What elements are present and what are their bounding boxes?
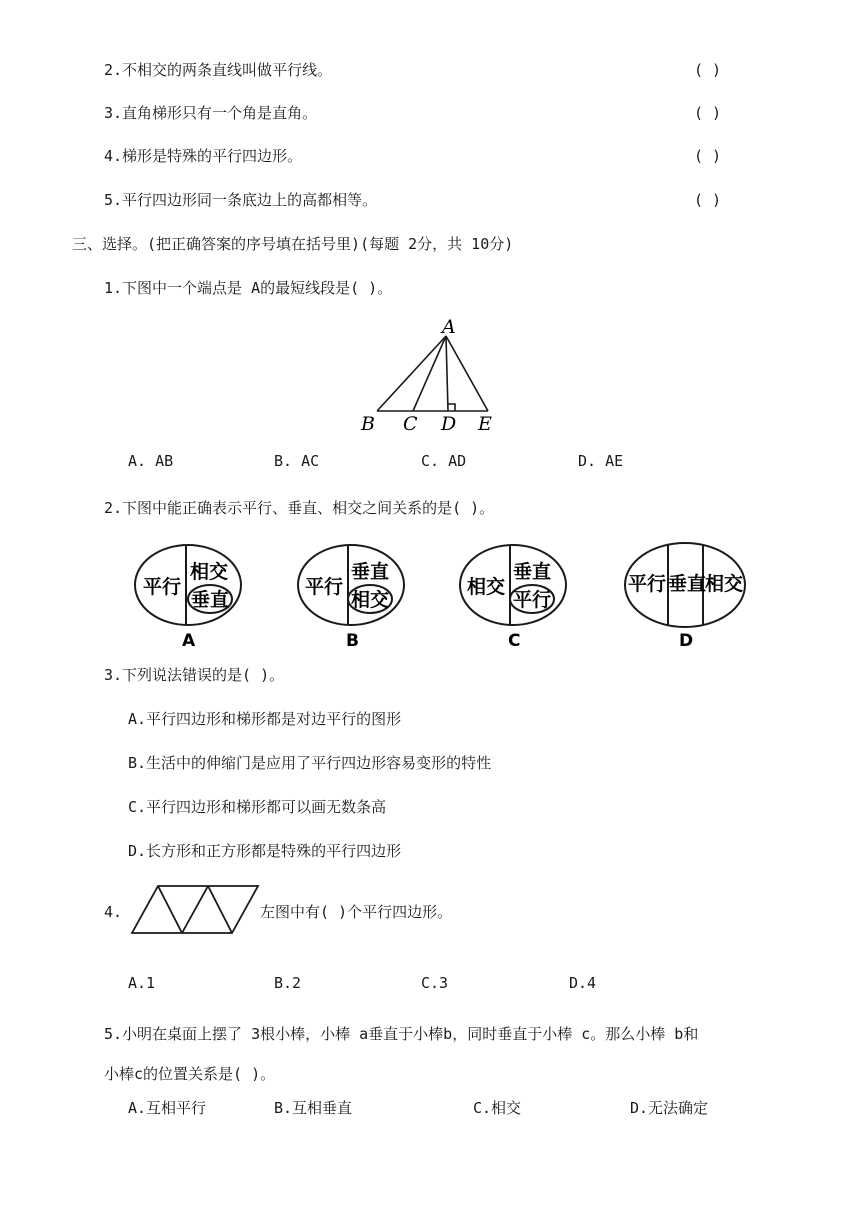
q4-option-d[interactable]: D.4	[569, 974, 597, 992]
question-1-stem: 1.下图中一个端点是 A的最短线段是( )。	[104, 279, 393, 297]
d-middle-text: 垂直	[668, 573, 707, 595]
ellipse-label-b: B	[346, 631, 359, 651]
question-4-stem: 左图中有( )个平行四边形。	[260, 903, 453, 921]
b-left-text: 平行	[305, 576, 344, 598]
a-circle-text: 垂直	[191, 589, 230, 611]
c-circle-text: 平行	[513, 589, 552, 611]
judge-item-2: 2.不相交的两条直线叫做平行线。	[104, 61, 333, 79]
a-right-top-text: 相交	[190, 561, 229, 583]
answer-paren[interactable]: ( )	[694, 191, 722, 209]
q3-option-c[interactable]: C.平行四边形和梯形都可以画无数条高	[128, 798, 387, 816]
q4-option-b[interactable]: B.2	[274, 974, 302, 992]
segment-ad	[446, 336, 448, 411]
answer-paren[interactable]: ( )	[694, 104, 722, 122]
label-b: B	[361, 413, 375, 435]
section-title: 三、选择。(把正确答案的序号填在括号里)(每题 2分，共 10分)	[72, 235, 514, 253]
c-left-text: 相交	[467, 576, 506, 598]
ellipse-label-c: C	[508, 631, 521, 651]
inner-circle-b	[348, 585, 392, 613]
question-2-stem: 2.下图中能正确表示平行、垂直、相交之间关系的是( )。	[104, 499, 495, 517]
segment-ae	[446, 336, 488, 411]
d-left-text: 平行	[628, 573, 667, 595]
judge-item-3: 3.直角梯形只有一个角是直角。	[104, 104, 318, 122]
q1-option-a[interactable]: A. AB	[128, 452, 174, 470]
q1-option-d[interactable]: D. AE	[578, 452, 624, 470]
label-d: D	[441, 413, 457, 435]
q4-option-c[interactable]: C.3	[421, 974, 449, 992]
segment-ac	[413, 336, 446, 411]
q5-option-d[interactable]: D.无法确定	[630, 1099, 709, 1117]
a-left-text: 平行	[143, 576, 182, 598]
question-4-number: 4.	[104, 903, 123, 921]
d-right-text: 相交	[705, 573, 744, 595]
ellipse-label-d: D	[679, 631, 694, 651]
right-angle-mark	[448, 404, 455, 411]
judge-item-4: 4.梯形是特殊的平行四边形。	[104, 147, 303, 165]
ellipse-a	[135, 545, 241, 625]
ellipse-label-a: A	[182, 631, 196, 651]
q5-option-c[interactable]: C.相交	[473, 1099, 522, 1117]
answer-paren[interactable]: ( )	[694, 147, 722, 165]
answer-paren[interactable]: ( )	[694, 61, 722, 79]
label-c: C	[403, 413, 418, 435]
inner-circle-a	[188, 585, 232, 613]
q4-option-a[interactable]: A.1	[128, 974, 156, 992]
question-3-stem: 3.下列说法错误的是( )。	[104, 666, 285, 684]
ellipse-d	[625, 543, 745, 627]
b-right-top-text: 垂直	[351, 561, 390, 583]
ellipse-c	[460, 545, 566, 625]
q1-option-b[interactable]: B. AC	[274, 452, 320, 470]
question-5-stem-line2: 小棒c的位置关系是( )。	[104, 1065, 276, 1083]
question-5-stem-line1: 5.小明在桌面上摆了 3根小棒，小棒 a垂直于小棒b，同时垂直于小棒 c。那么小棒 b和	[104, 1025, 699, 1043]
ellipse-b	[298, 545, 404, 625]
b-circle-text: 相交	[351, 589, 390, 611]
q1-option-c[interactable]: C. AD	[421, 452, 467, 470]
label-e: E	[478, 413, 492, 435]
inner-circle-c	[510, 585, 554, 613]
judge-item-5: 5.平行四边形同一条底边上的高都相等。	[104, 191, 378, 209]
label-a: A	[442, 316, 456, 338]
q3-option-a[interactable]: A.平行四边形和梯形都是对边平行的图形	[128, 710, 402, 728]
q3-option-d[interactable]: D.长方形和正方形都是特殊的平行四边形	[128, 842, 402, 860]
segment-ab	[377, 336, 446, 411]
q5-option-b[interactable]: B.互相垂直	[274, 1099, 353, 1117]
q5-option-a[interactable]: A.互相平行	[128, 1099, 207, 1117]
q3-option-b[interactable]: B.生活中的伸缩门是应用了平行四边形容易变形的特性	[128, 754, 492, 772]
c-right-top-text: 垂直	[513, 561, 552, 583]
